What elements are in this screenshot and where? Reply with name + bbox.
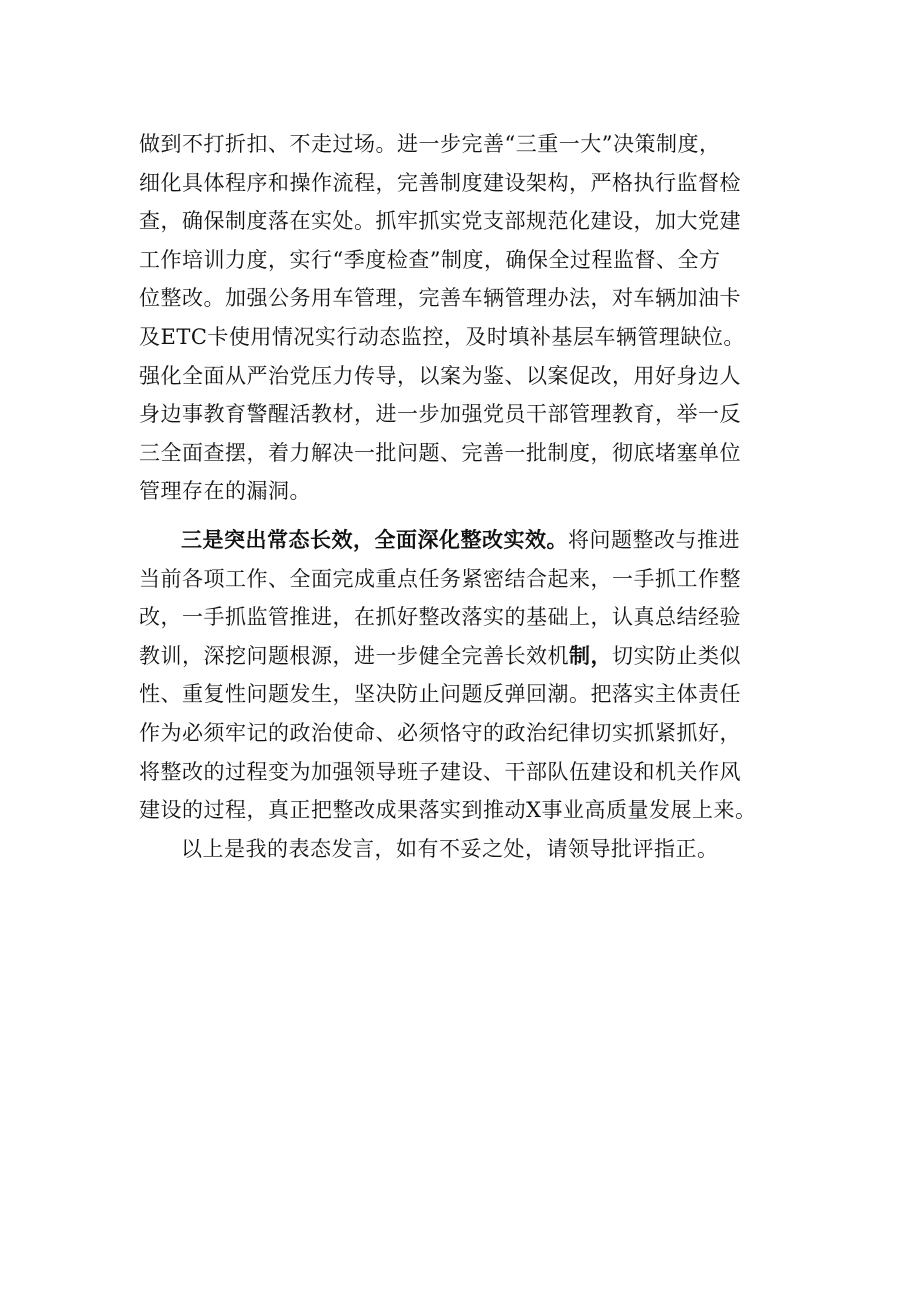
text-line: 强化全面从严治党压力传导，以案为鉴、以案促改，用好身边人 [139, 363, 741, 388]
text-line: 改，一手抓监管推进，在抓好整改落实的基础上，认真总结经验 [139, 605, 741, 630]
text-line: 细化具体程序和操作流程，完善制度建设架构，严格执行监督检 [139, 170, 741, 195]
text-line: 及ETC卡使用情况实行动态监控，及时填补基层车辆管理缺位。 [139, 324, 745, 349]
text-line: 做到不打折扣、不走过场。进一步完善“三重一大”决策制度， [139, 132, 721, 156]
text-line: 管理存在的漏洞。 [139, 479, 311, 504]
paragraph-1 [139, 125, 789, 511]
text-line: 位整改。加强公务用车管理，完善车辆管理办法，对车辆加油卡 [139, 286, 741, 311]
text-line: 工作培训力度，实行“季度检查”制度，确保全过程监督、全方 [139, 247, 721, 272]
text-line [139, 521, 789, 560]
bold-span: 制， [569, 642, 612, 668]
text-span: 教训，深挖问题根源，进一步健全完善长效机 [139, 643, 569, 668]
text-line: 当前各项工作、全面完成重点任务紧密结合起来，一手抓工作整 [139, 566, 741, 591]
text-line: 建设的过程，真正把整改成果落实到推动X事业高质量发展上来。 [139, 798, 757, 823]
section-heading: 三是突出常态长效，全面深化整改实效。 [181, 526, 568, 552]
text-span: 切实防止类似 [612, 643, 741, 668]
text-span: 将问题整改与推进 [568, 527, 740, 552]
text-line [139, 637, 789, 676]
closing-paragraph [139, 830, 789, 869]
text-line: 以上是我的表态发言，如有不妥之处，请领导批评指正。 [181, 836, 719, 861]
paragraph-2 [139, 521, 789, 830]
text-line: 性、重复性问题发生，坚决防止问题反弹回潮。把落实主体责任 [139, 682, 741, 707]
text-line: 将整改的过程变为加强领导班子建设、干部队伍建设和机关作风 [139, 759, 741, 784]
text-line: 三全面查摆，着力解决一批问题、完善一批制度，彻底堵塞单位 [139, 440, 741, 465]
document-body [139, 125, 789, 868]
text-line: 作为必须牢记的政治使命、必须恪守的政治纪律切实抓紧抓好， [139, 720, 741, 745]
text-line: 查，确保制度落在实处。抓牢抓实党支部规范化建设，加大党建 [139, 209, 741, 234]
text-line: 身边事教育警醒活教材，进一步加强党员干部管理教育，举一反 [139, 402, 741, 427]
